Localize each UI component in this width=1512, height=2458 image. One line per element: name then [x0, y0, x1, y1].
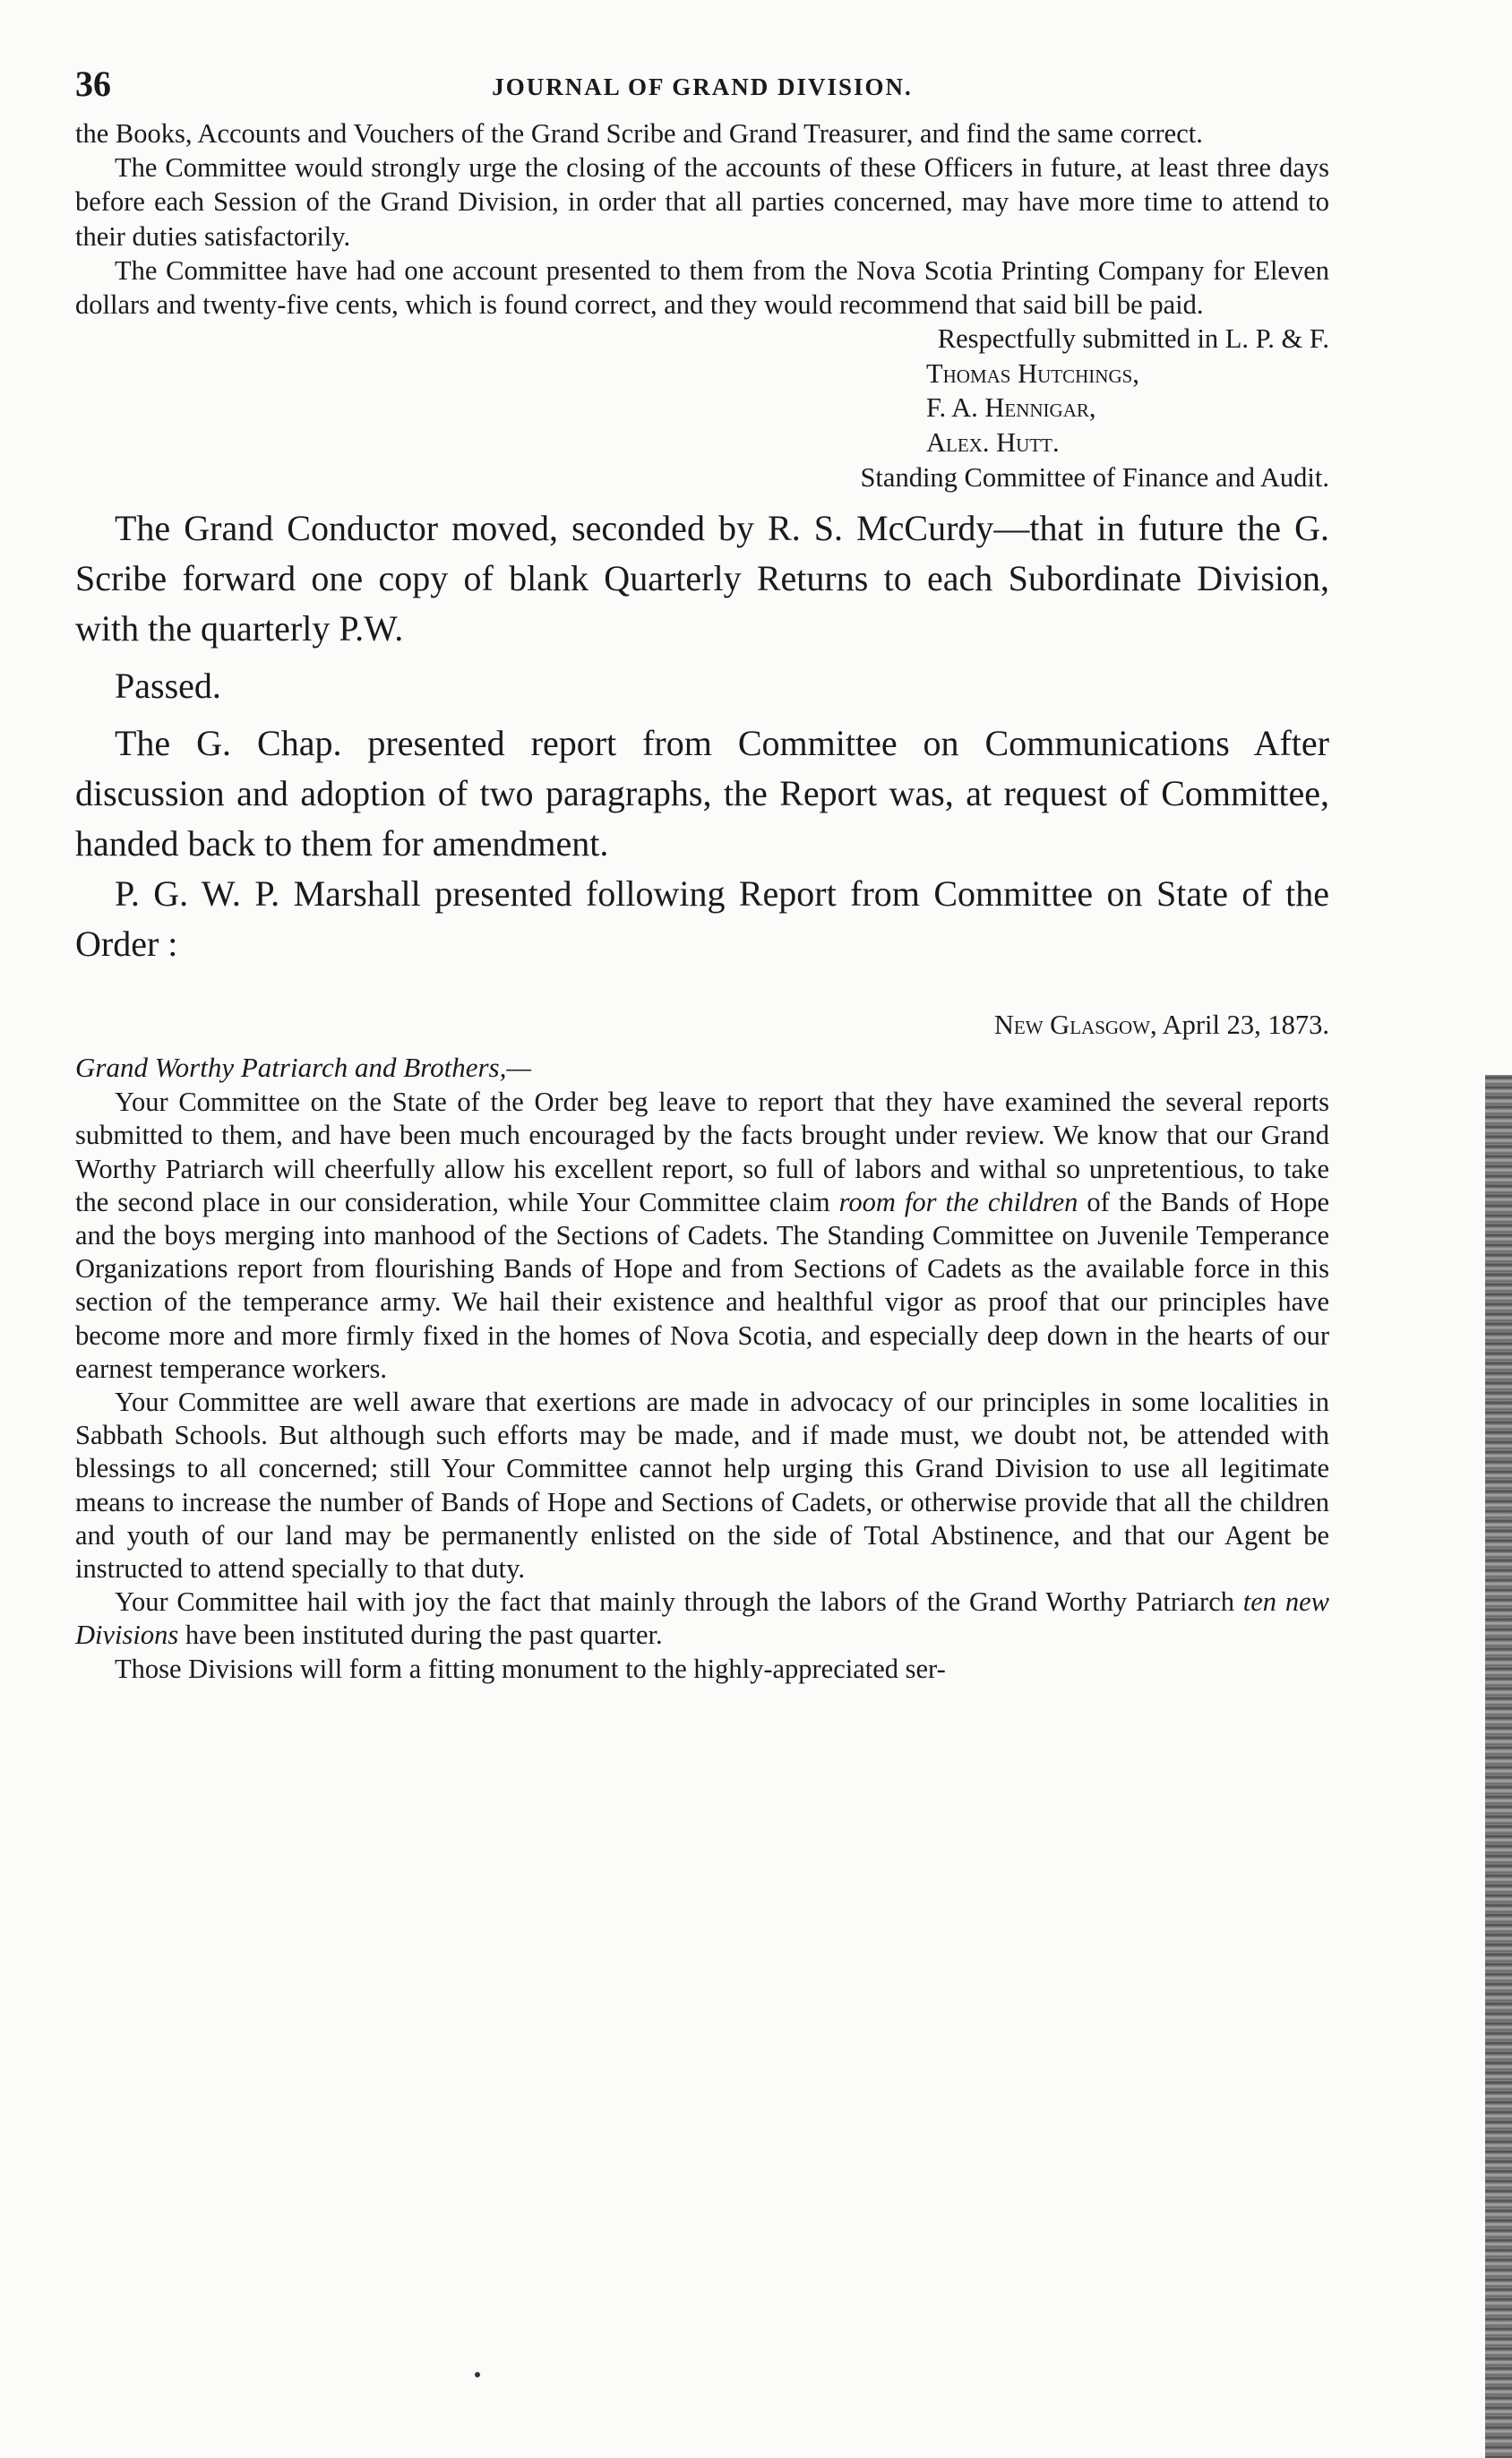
signer-name: F. A. Hennigar, — [926, 392, 1096, 424]
signer-name: Thomas Hutchings, — [926, 357, 1139, 389]
page-header — [75, 63, 1329, 116]
report-salutation: Grand Worthy Patriarch and Brothers,— — [75, 1052, 531, 1084]
report-paragraph-4: Those Divisions will form a fitting monument to the highly-appreciated ser- — [115, 1653, 946, 1684]
audit-paragraph-2: The Committee would strongly urge the closing of the accounts of these Officers in future, at least three days before each Session of the Grand Division, in order that all parties concerned, may have more time to attend to their duties satisfactorily. — [75, 152, 1329, 252]
minutes-section — [75, 503, 1329, 969]
ink-mark — [475, 2372, 480, 2377]
report-emphasis: ten new Divisions — [75, 1586, 1329, 1651]
report-paragraph-2: Your Committee are well aware that exertions are made in advocacy of our principles in some localities in Sabbath Schools. But although such efforts may be made, and if made must, we doubt not, be attended with blessings to all concerned; still Your Committee cannot help urging this Grand Division to use all legitimate means to increase the number of Bands of Hope and Sections of Cadets, or otherwise provide that all the children and youth of our land may be permanently enlisted on the side of Total Abstinence, and that our Agent be instructed to attend specially to that duty. — [75, 1387, 1329, 1585]
report-text: have been instituted during the past quarter. — [178, 1620, 663, 1651]
audit-committee-name: Standing Committee of Finance and Audit. — [860, 461, 1329, 493]
signer-name: Alex. Hutt. — [926, 427, 1060, 458]
report-dateline — [75, 1007, 1329, 1043]
audit-closing: Respectfully submitted in L. P. & F. — [937, 323, 1329, 355]
report-text: Your Committee hail with joy the fact that mainly through the labors of the Grand Worthy Patriarch — [115, 1586, 1243, 1618]
report-paragraph-1 — [75, 1086, 1329, 1386]
audit-paragraph-3: The Committee have had one account presented to them from the Nova Scotia Printing Company for Eleven dollars and twenty-five cents, which is found correct, and they would recommend that said bill be paid. — [75, 254, 1329, 321]
marshall-paragraph: P. G. W. P. Marshall presented following Report from Committee on State of the Order : — [75, 873, 1329, 965]
chaplain-paragraph: The G. Chap. presented report from Committee on Communications After discussion and adoption of two paragraphs, the Report was, at request of Committee, handed back to them for amendment. — [75, 723, 1329, 864]
page-number: 36 — [75, 64, 111, 104]
report-text: Your Committee on the State of the Order beg leave to report that they have examined the several reports submitted to them, and have been much encouraged by the facts brought under review. We know that our Grand Worthy Patriarch will cheerfully allow his excellent report, so full of labors and withal so unpretentious, to take the second place in our consideration, while Your Committee claim — [75, 1087, 1329, 1217]
document-page — [75, 63, 1329, 1686]
report-date: April 23, 1873. — [1162, 1010, 1329, 1041]
report-text: of the Bands of Hope and the boys merging into manhood of the Sections of Cadets. The Standing Committee on Juvenile Temperance Organizations report from flourishing Bands of Hope and from Sections of Cadets as the available force in this section of the temperance army. We hail their existence and healthful vigor as proof that our principles have become more and more firmly fixed in the homes of Nova Scotia, and especially deep down in the hearts of our earnest temperance workers. — [75, 1186, 1329, 1384]
report-emphasis: room for the children — [838, 1186, 1078, 1217]
motion-paragraph: The Grand Conductor moved, seconded by R. S. McCurdy—that in future the G. Scribe forward one copy of blank Quarterly Returns to each Subordinate Division, with the quarterly P.W. — [75, 508, 1329, 649]
passed-text: Passed. — [115, 666, 221, 707]
page-edge-scan-artifact — [1485, 1075, 1512, 2458]
running-title: JOURNAL OF GRAND DIVISION. — [492, 73, 913, 100]
report-paragraph-3 — [75, 1586, 1329, 1652]
report-place: New Glasgow, — [993, 1010, 1157, 1041]
audit-signers — [75, 357, 1329, 460]
audit-report — [75, 116, 1329, 494]
state-of-order-report — [75, 1086, 1329, 1686]
audit-paragraph-1: the Books, Accounts and Vouchers of the Grand Scribe and Grand Treasurer, and find the same correct. — [75, 118, 1203, 149]
